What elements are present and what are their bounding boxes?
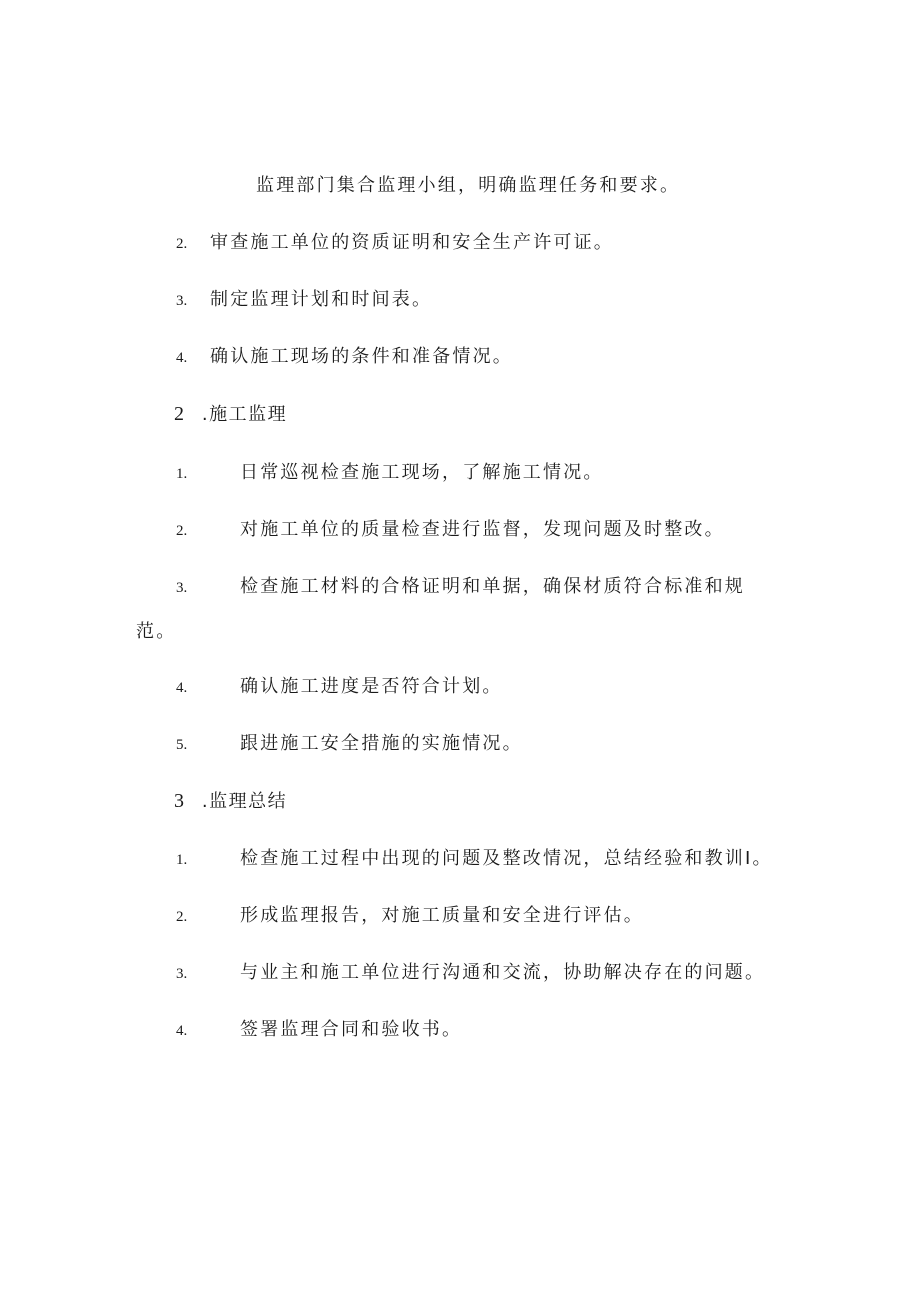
list-item-number: 2. <box>176 523 188 539</box>
prep-item-number: 3. <box>176 293 188 309</box>
list-item-number: 4. <box>176 680 188 696</box>
list-item-text: 确认施工进度是否符合计划。 <box>240 676 503 697</box>
list-item-number: 1. <box>176 852 188 868</box>
prep-item-text: 审查施工单位的资质证明和安全生产许可证。 <box>210 232 614 253</box>
list-item-number: 4. <box>176 1023 188 1039</box>
list-item-text: 日常巡视检查施工现场，了解施工情况。 <box>240 462 604 483</box>
section-title: .监理总结 <box>201 791 288 812</box>
section-heading <box>174 402 287 427</box>
list-item-number: 2. <box>176 909 188 925</box>
list-item-text: 与业主和施工单位进行沟通和交流，协助解决存在的问题。 <box>240 962 766 983</box>
list-item-number: 3. <box>176 966 188 982</box>
list-item-text: 跟进施工安全措施的实施情况。 <box>240 733 523 754</box>
prep-item-text: 确认施工现场的条件和准备情况。 <box>210 346 513 367</box>
list-item-number: 1. <box>176 466 188 482</box>
prep-item-number: 4. <box>176 350 188 366</box>
section-number: 3 <box>174 790 184 812</box>
section-title: .施工监理 <box>201 404 288 425</box>
prep-item-number: 2. <box>176 236 188 252</box>
list-item-text: 检查施工材料的合格证明和单据，确保材质符合标准和规 <box>240 576 745 597</box>
intro-line: 监理部门集合监理小组，明确监理任务和要求。 <box>256 175 681 196</box>
list-item-text: 对施工单位的质量检查进行监督，发现问题及时整改。 <box>240 519 725 540</box>
list-item-text: 检查施工过程中出现的问题及整改情况，总结经验和教训I。 <box>240 848 773 869</box>
list-item-text: 形成监理报告，对施工质量和安全进行评估。 <box>240 905 644 926</box>
section-heading <box>174 789 287 814</box>
list-item-number: 3. <box>176 580 188 596</box>
list-item-text: 签署监理合同和验收书。 <box>240 1019 463 1040</box>
list-item-number: 5. <box>176 737 188 753</box>
prep-item-text: 制定监理计划和时间表。 <box>210 289 433 310</box>
section-number: 2 <box>174 403 184 425</box>
list-item-continuation: 范。 <box>136 621 177 642</box>
